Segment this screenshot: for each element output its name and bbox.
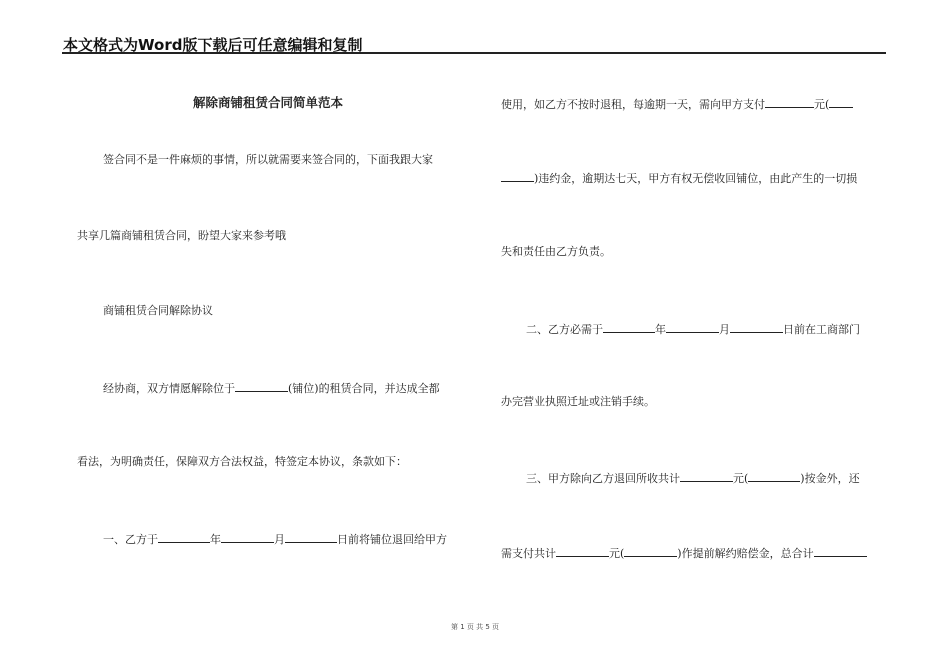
clause-3-line-2 [501, 545, 867, 561]
intro-line-1 [103, 153, 433, 167]
clause2-text-a: 二、乙方必需于 [526, 323, 603, 336]
clause2-day-blank [730, 321, 783, 333]
para1-text-a: 经协商，双方情愿解除位于 [103, 382, 235, 395]
clause3-text-a: 三、甲方除向乙方退回所收共计 [526, 472, 680, 485]
right2-text-a: )违约金，逾期达七天，甲方有权无偿收回铺位，由此产生的一切损 [534, 172, 858, 185]
clause-1-line [103, 531, 447, 547]
deposit-amount-blank [680, 470, 733, 482]
document-header-title: 本文格式为Word版下载后可任意编辑和复制 [63, 36, 363, 54]
right-line-3 [501, 245, 611, 259]
clause3-text-e: 元( [609, 547, 625, 560]
header-divider [62, 52, 886, 54]
right1-text-a: 使用，如乙方不按时退租，每逾期一天，需向甲方支付 [501, 98, 765, 111]
section-heading-text: 商铺租赁合同解除协议 [103, 304, 213, 317]
para1-text-b: (铺位)的租赁合同，并达成全都 [288, 382, 440, 395]
clause1-year-label: 年 [210, 533, 221, 546]
clause3-text-d: 需支付共计 [501, 547, 556, 560]
paragraph-1-line-2 [77, 455, 407, 469]
clause1-month-blank [221, 531, 274, 543]
right-line-2 [501, 170, 857, 186]
clause1-day-blank [285, 531, 337, 543]
shop-location-blank [235, 380, 288, 392]
penalty-amount-words-blank-a [829, 96, 853, 108]
clause2-year-blank [603, 321, 655, 333]
clause2-month-label: 月 [719, 323, 730, 336]
clause3-text-f: )作提前解约赔偿金，总合计 [677, 547, 814, 560]
clause1-month-label: 月 [274, 533, 285, 546]
compensation-amount-words-blank [624, 545, 677, 557]
penalty-amount-words-blank-b [501, 170, 534, 182]
clause2-year-label: 年 [655, 323, 666, 336]
clause2-text-d: 日前在工商部门 [783, 323, 860, 336]
clause-2-line-2 [501, 395, 655, 409]
right3-text: 失和责任由乙方负责。 [501, 245, 611, 258]
clause-2-line-1 [526, 321, 860, 337]
clause2-month-blank [666, 321, 719, 333]
clause1-text-d: 日前将铺位退回给甲方 [337, 533, 447, 546]
paragraph-1-line-1 [103, 380, 440, 396]
para1-text-c: 看法，为明确责任，保障双方合法权益，特签定本协议，条款如下： [77, 455, 407, 468]
section-heading [103, 304, 213, 318]
deposit-amount-words-blank [748, 470, 800, 482]
intro-line-2 [77, 229, 286, 243]
intro-text-1: 签合同不是一件麻烦的事情，所以就需要来签合同的，下面我跟大家 [103, 153, 433, 166]
clause3-text-c: )按金外，还 [800, 472, 860, 485]
clause2-text-e: 办完营业执照迁址或注销手续。 [501, 395, 655, 408]
total-amount-blank [814, 545, 867, 557]
page-indicator: 第 1 页 共 5 页 [450, 623, 500, 631]
compensation-amount-blank [556, 545, 609, 557]
right1-text-b: 元( [814, 98, 830, 111]
document-title: 解除商铺租赁合同简单范本 [192, 95, 343, 110]
clause1-year-blank [158, 531, 210, 543]
clause-3-line-1 [526, 470, 860, 486]
intro-text-2: 共享几篇商铺租赁合同，盼望大家来参考哦 [77, 229, 286, 242]
clause1-text-a: 一、乙方于 [103, 533, 158, 546]
penalty-amount-blank [765, 96, 814, 108]
right-line-1 [501, 96, 853, 112]
clause3-text-b: 元( [733, 472, 749, 485]
